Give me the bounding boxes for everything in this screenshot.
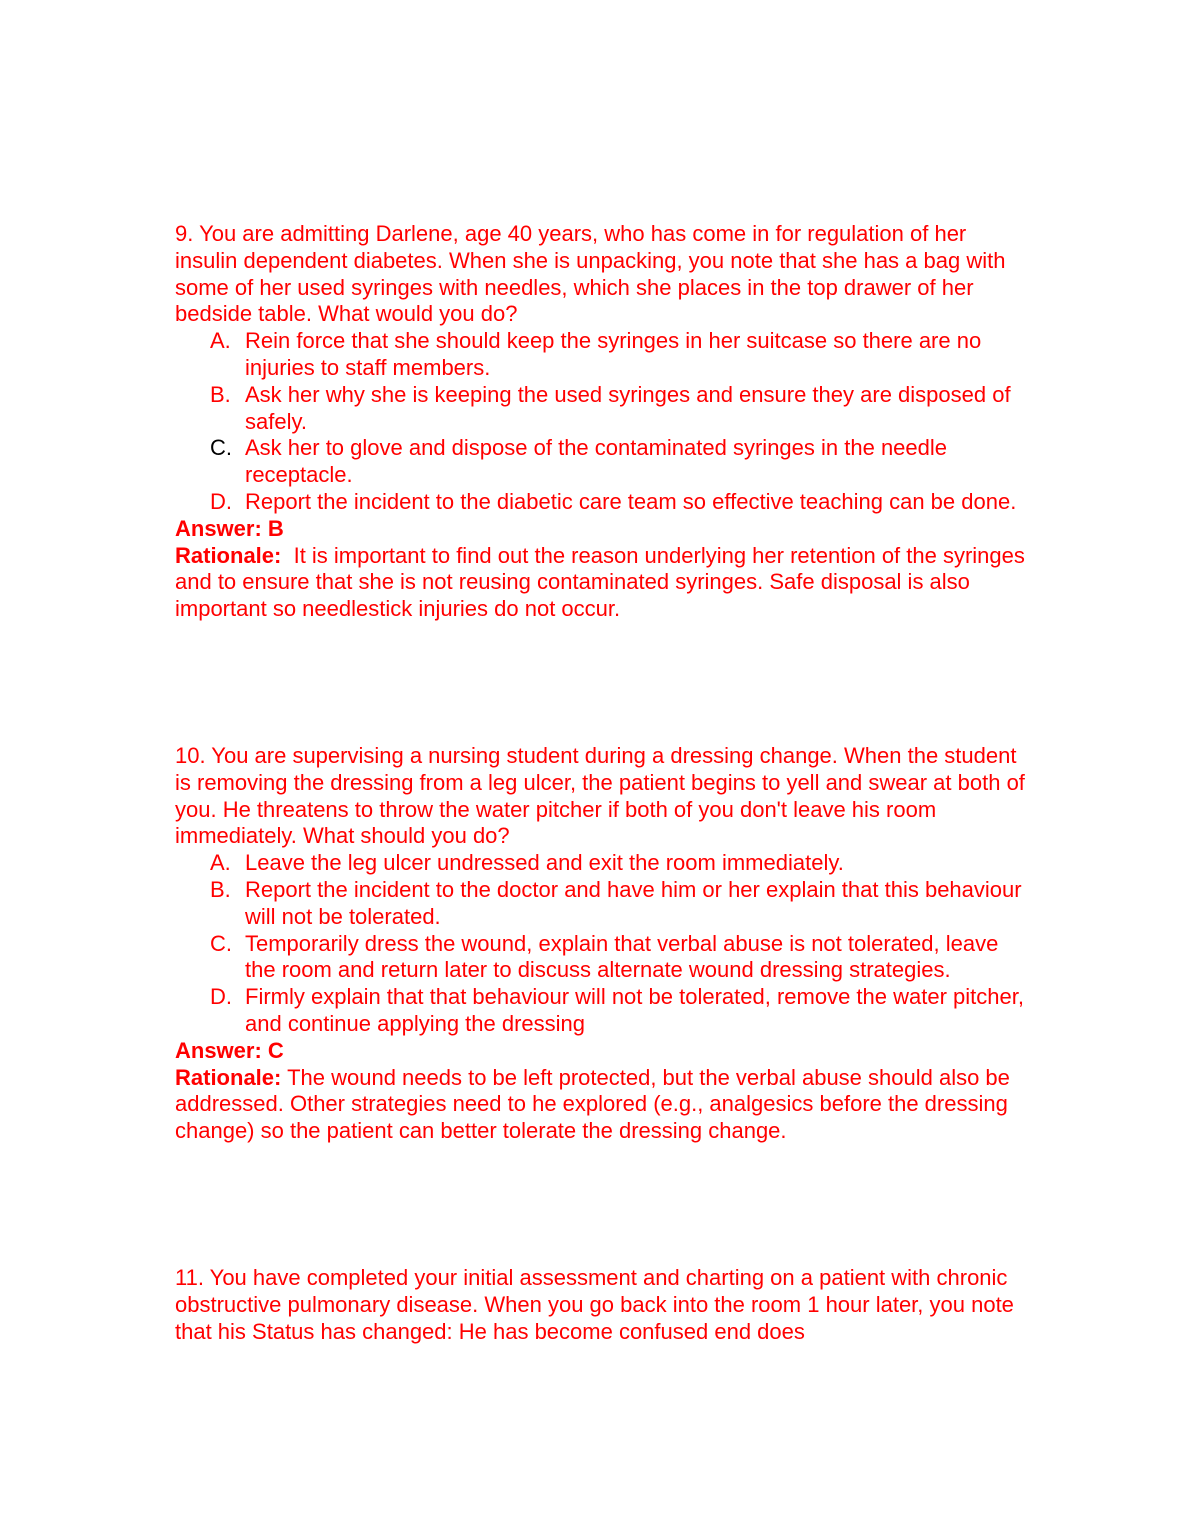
spacer <box>175 1145 1025 1265</box>
option-letter: C. <box>210 930 232 956</box>
option-d <box>210 984 1025 1038</box>
rationale-label: Rationale: <box>175 542 282 568</box>
option-text: Ask her to glove and dispose of the contaminated syringes in the needle receptacle. <box>245 435 948 488</box>
option-letter: D. <box>210 488 232 514</box>
option-b <box>210 877 1025 931</box>
answer-options <box>175 328 1025 516</box>
question-stem: 11. You have completed your initial assessment and charting on a patient with chronic obstructive pulmonary disease. When you go back into the room 1 hour later, you note that his Status has changed: He has become confused end does <box>175 1264 1014 1344</box>
option-text: Ask her why she is keeping the used syringes and ensure they are disposed of safely. <box>245 381 1011 434</box>
option-text: Firmly explain that that behaviour will not be tolerated, remove the water pitcher, and continue applying the dressing <box>245 984 1024 1036</box>
question-11 <box>175 1265 1025 1345</box>
question-stem: 10. You are supervising a nursing student during a dressing change. When the student is removing the dressing from a leg ulcer, the patient begins to yell and swear at both of you. He threatens to throw the water pitcher if both of you don't leave his room immediately. What should you do? <box>175 742 1025 849</box>
option-letter: A. <box>210 328 231 354</box>
rationale-text: It is important to find out the reason underlying her retention of the syringes and to ensure that she is not reusing contaminated syringes. Safe disposal is also important so needlestick injuries do not occur. <box>175 542 1032 622</box>
question-9 <box>175 221 1032 623</box>
option-d <box>210 489 1025 516</box>
option-text: Report the incident to the diabetic care team so effective teaching can be done. <box>245 488 1017 514</box>
option-letter: C. <box>210 435 232 461</box>
option-text: Report the incident to the doctor and have him or her explain that this behaviour will not be tolerated. <box>245 876 1022 929</box>
option-a <box>210 850 1025 877</box>
option-letter: A. <box>210 850 231 876</box>
option-letter: B. <box>210 381 231 407</box>
answer-options <box>175 850 1025 1038</box>
rationale <box>175 1065 1025 1145</box>
question-10 <box>175 743 1025 1145</box>
option-text: Rein force that she should keep the syringes in her suitcase so there are no injuries to staff members. <box>245 328 982 380</box>
rationale-label: Rationale: <box>175 1064 282 1090</box>
question-stem: 9. You are admitting Darlene, age 40 years, who has come in for regulation of her insulin dependent diabetes. When she is unpacking, you note that she has a bag with some of her used syringes with needles, which she places in the top drawer of her bedside table. What would you do? <box>175 221 1006 327</box>
option-c <box>210 435 1025 489</box>
option-a <box>210 328 1025 382</box>
option-b <box>210 382 1025 436</box>
answer-key: Answer: C <box>175 1037 284 1063</box>
rationale <box>175 542 1032 623</box>
option-text: Temporarily dress the wound, explain that verbal abuse is not tolerated, leave the room and return later to discuss alternate wound dressing strategies. <box>245 930 999 983</box>
answer-key: Answer: B <box>175 515 284 541</box>
option-letter: B. <box>210 876 231 902</box>
option-text: Leave the leg ulcer undressed and exit the room immediately. <box>245 850 844 876</box>
option-letter: D. <box>210 984 232 1010</box>
document-page <box>175 221 1032 1345</box>
rationale-text: The wound needs to be left protected, but the verbal abuse should also be addressed. Other strategies need to he explored (e.g., analgesics before the dressing change) so the patient can better tolerate the dressing change. <box>175 1064 1017 1144</box>
spacer <box>175 623 1025 743</box>
option-c <box>210 931 1025 985</box>
